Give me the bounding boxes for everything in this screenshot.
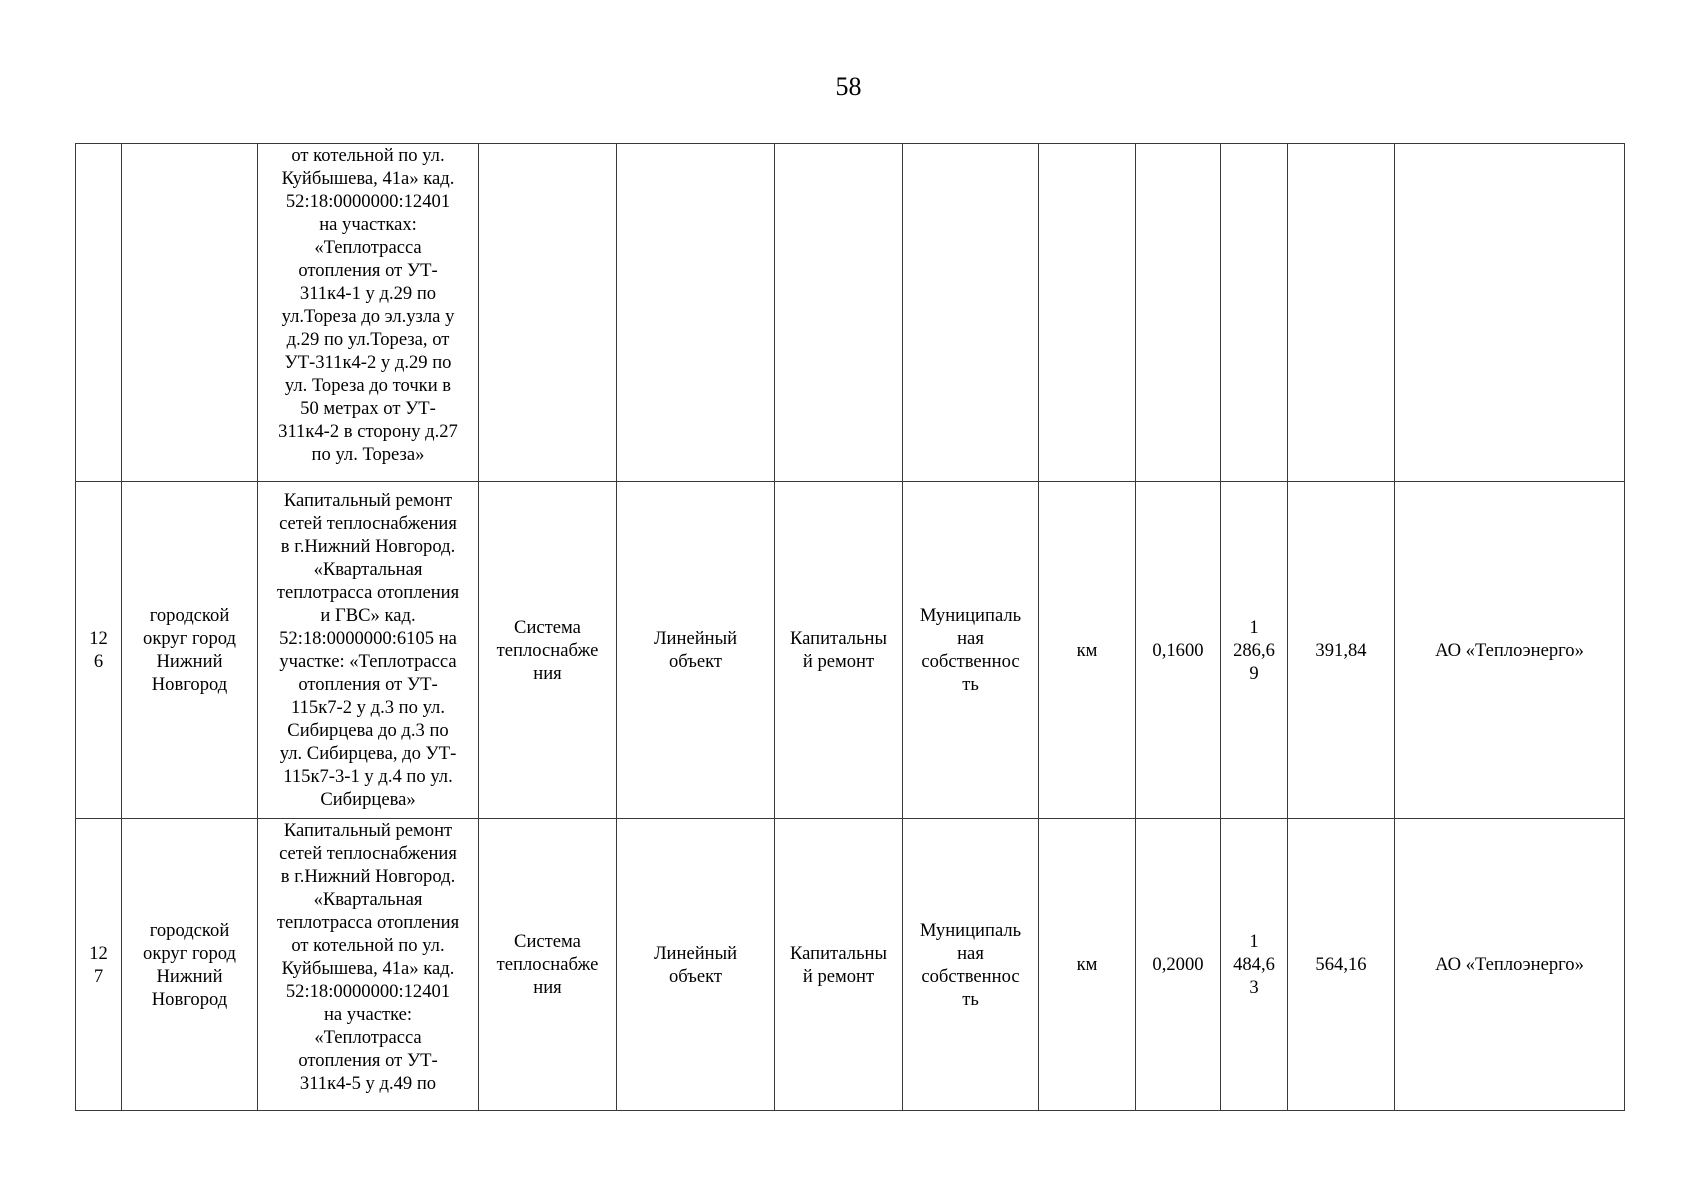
cell-text-line: Линейный (653, 628, 738, 649)
cell-text-line: ния (533, 662, 562, 684)
cell-text-line: 115к7-3-1 у д.4 по ул. (283, 766, 453, 787)
cell-text-line: Муниципаль (919, 605, 1022, 626)
cell-text-line: Куйбышева, 41а» кад. (281, 958, 455, 979)
unit-cell: км (1039, 482, 1136, 819)
cost-cell (1221, 819, 1288, 1111)
cost-cell (1221, 144, 1288, 482)
cell-text-line: отопления от УТ- (298, 260, 438, 281)
cell-text-line: Система (514, 616, 581, 638)
territory-cell (122, 482, 258, 819)
description-cell (258, 144, 479, 482)
cell-text-line: 1 (1249, 931, 1259, 952)
cell-text-line: собственнос (921, 651, 1020, 672)
cell-text-line: отопления от УТ- (298, 1050, 438, 1071)
cell-text-line: ул. Сибирцева, до УТ- (279, 743, 457, 764)
ownership-cell (903, 819, 1039, 1111)
cell-text-line: 52:18:0000000:6105 на (279, 628, 457, 649)
cell-text-line: сетей теплоснабжения (279, 513, 457, 534)
cell-text-line: Новгород (151, 988, 228, 1010)
cell-text-line: теплоснабже (496, 954, 599, 975)
work-type-cell (775, 482, 903, 819)
cell-text-line: и ГВС» кад. (320, 605, 416, 626)
cell-text-line: в г.Нижний Новгород. (280, 536, 456, 557)
cell-text-line: на участках: (319, 214, 417, 235)
cell-text-line: 52:18:0000000:12401 (285, 981, 451, 1002)
work-type-cell (775, 144, 903, 482)
table-row (76, 819, 1625, 1111)
value-cell (1288, 144, 1395, 482)
system-cell (479, 144, 617, 482)
cell-text-line: теплотрасса отопления (276, 582, 460, 603)
cell-text-line: «Теплотрасса (314, 1027, 422, 1048)
cell-text-line: 50 метрах от УТ- (300, 398, 436, 419)
length-cell: 0,2000 (1136, 819, 1221, 1111)
cell-text-line: теплотрасса отопления (276, 912, 460, 933)
cell-text-line: от котельной по ул. (291, 935, 445, 956)
territory-cell (122, 144, 258, 482)
length-cell: 0,1600 (1136, 482, 1221, 819)
territory-cell (122, 819, 258, 1111)
cell-text-line: сетей теплоснабжения (279, 843, 457, 864)
cell-text-line: теплоснабже (496, 639, 599, 661)
cell-text-line: Сибирцева до д.3 по (287, 720, 449, 741)
cell-text-line: 12 (89, 628, 108, 649)
cell-text-line: 286,6 (1233, 639, 1275, 661)
value-cell: 391,84 (1288, 482, 1395, 819)
cell-text-line: ная (957, 628, 984, 649)
object-type-cell (617, 144, 775, 482)
cell-text-line: ная (957, 942, 984, 964)
system-cell (479, 482, 617, 819)
table-row (76, 144, 1625, 482)
row-number-cell (76, 482, 122, 819)
value-cell: 564,16 (1288, 819, 1395, 1111)
cell-text-line: объект (668, 651, 723, 672)
organization-cell: АО «Теплоэнерго» (1395, 482, 1625, 819)
object-type-cell (617, 819, 775, 1111)
cell-text-line: Нижний (156, 651, 223, 672)
cell-text-line: Капитальны (789, 628, 888, 649)
cell-text-line: 115к7-2 у д.3 по ул. (291, 697, 445, 718)
page-number: 58 (835, 72, 862, 101)
cell-text-line: 52:18:0000000:12401 (285, 191, 451, 212)
cell-text-line: ния (533, 977, 562, 998)
cell-text-line: Капитальный ремонт (283, 490, 453, 511)
cell-text-line: й ремонт (802, 965, 875, 987)
cell-text-line: й ремонт (802, 651, 875, 672)
cell-text-line: «Теплотрасса (314, 237, 422, 258)
cell-text-line: ть (962, 988, 979, 1010)
cell-text-line: городской (149, 605, 230, 626)
cell-text-line: ть (962, 674, 979, 695)
length-cell (1136, 144, 1221, 482)
cell-text-line: 311к4-2 в сторону д.27 (278, 421, 458, 442)
description-cell (258, 482, 479, 819)
cell-text-line: Куйбышева, 41а» кад. (281, 168, 455, 189)
ownership-cell (903, 482, 1039, 819)
cell-text-line: «Квартальная (313, 559, 423, 580)
cell-text-line: 7 (93, 965, 104, 987)
cell-text-line: Капитальный ремонт (283, 820, 453, 841)
cell-text-line: ул. Тореза до точки в (284, 375, 452, 396)
cell-text-line: на участке: (323, 1004, 413, 1025)
organization-cell (1395, 144, 1625, 482)
work-type-cell (775, 819, 903, 1111)
cell-text-line: от котельной по ул. (291, 145, 445, 166)
cell-text-line: Новгород (151, 674, 228, 695)
cell-text-line: «Квартальная (313, 889, 423, 910)
cell-text-line: УТ-311к4-2 у д.29 по (284, 352, 452, 373)
cell-text-line: 3 (1249, 977, 1259, 998)
cell-text-line: округ город (143, 628, 236, 649)
cell-text-line: д.29 по ул.Тореза, от (286, 329, 450, 350)
cell-text-line: 12 (89, 942, 108, 964)
row-number-cell (76, 819, 122, 1111)
object-type-cell (617, 482, 775, 819)
cell-text-line: Линейный (653, 942, 738, 964)
organization-cell: АО «Теплоэнерго» (1395, 819, 1625, 1111)
cell-text-line: 311к4-5 у д.49 по (299, 1073, 437, 1094)
table-row (76, 482, 1625, 819)
works-table (75, 143, 1625, 1111)
cell-text-line: Сибирцева» (320, 789, 416, 810)
unit-cell (1039, 144, 1136, 482)
description-cell (258, 819, 479, 1111)
cell-text-line: Система (514, 931, 581, 952)
cell-text-line: 6 (93, 651, 104, 672)
ownership-cell (903, 144, 1039, 482)
cell-text-line: отопления от УТ- (298, 674, 438, 695)
system-cell (479, 819, 617, 1111)
unit-cell: км (1039, 819, 1136, 1111)
cell-text-line: объект (668, 965, 723, 987)
cell-text-line: Капитальны (789, 942, 888, 964)
cell-text-line: 1 (1249, 616, 1259, 638)
cell-text-line: 9 (1249, 662, 1259, 684)
cell-text-line: по ул. Тореза» (311, 444, 425, 465)
cell-text-line: Нижний (156, 965, 223, 987)
cell-text-line: участке: «Теплотрасса (279, 651, 457, 672)
cost-cell (1221, 482, 1288, 819)
cell-text-line: в г.Нижний Новгород. (280, 866, 456, 887)
cell-text-line: Муниципаль (919, 919, 1022, 941)
cell-text-line: округ город (143, 942, 236, 964)
cell-text-line: 484,6 (1233, 954, 1275, 975)
row-number-cell (76, 144, 122, 482)
cell-text-line: собственнос (921, 965, 1020, 987)
cell-text-line: ул.Тореза до эл.узла у (281, 306, 455, 327)
cell-text-line: 311к4-1 у д.29 по (299, 283, 437, 304)
cell-text-line: городской (149, 919, 230, 941)
